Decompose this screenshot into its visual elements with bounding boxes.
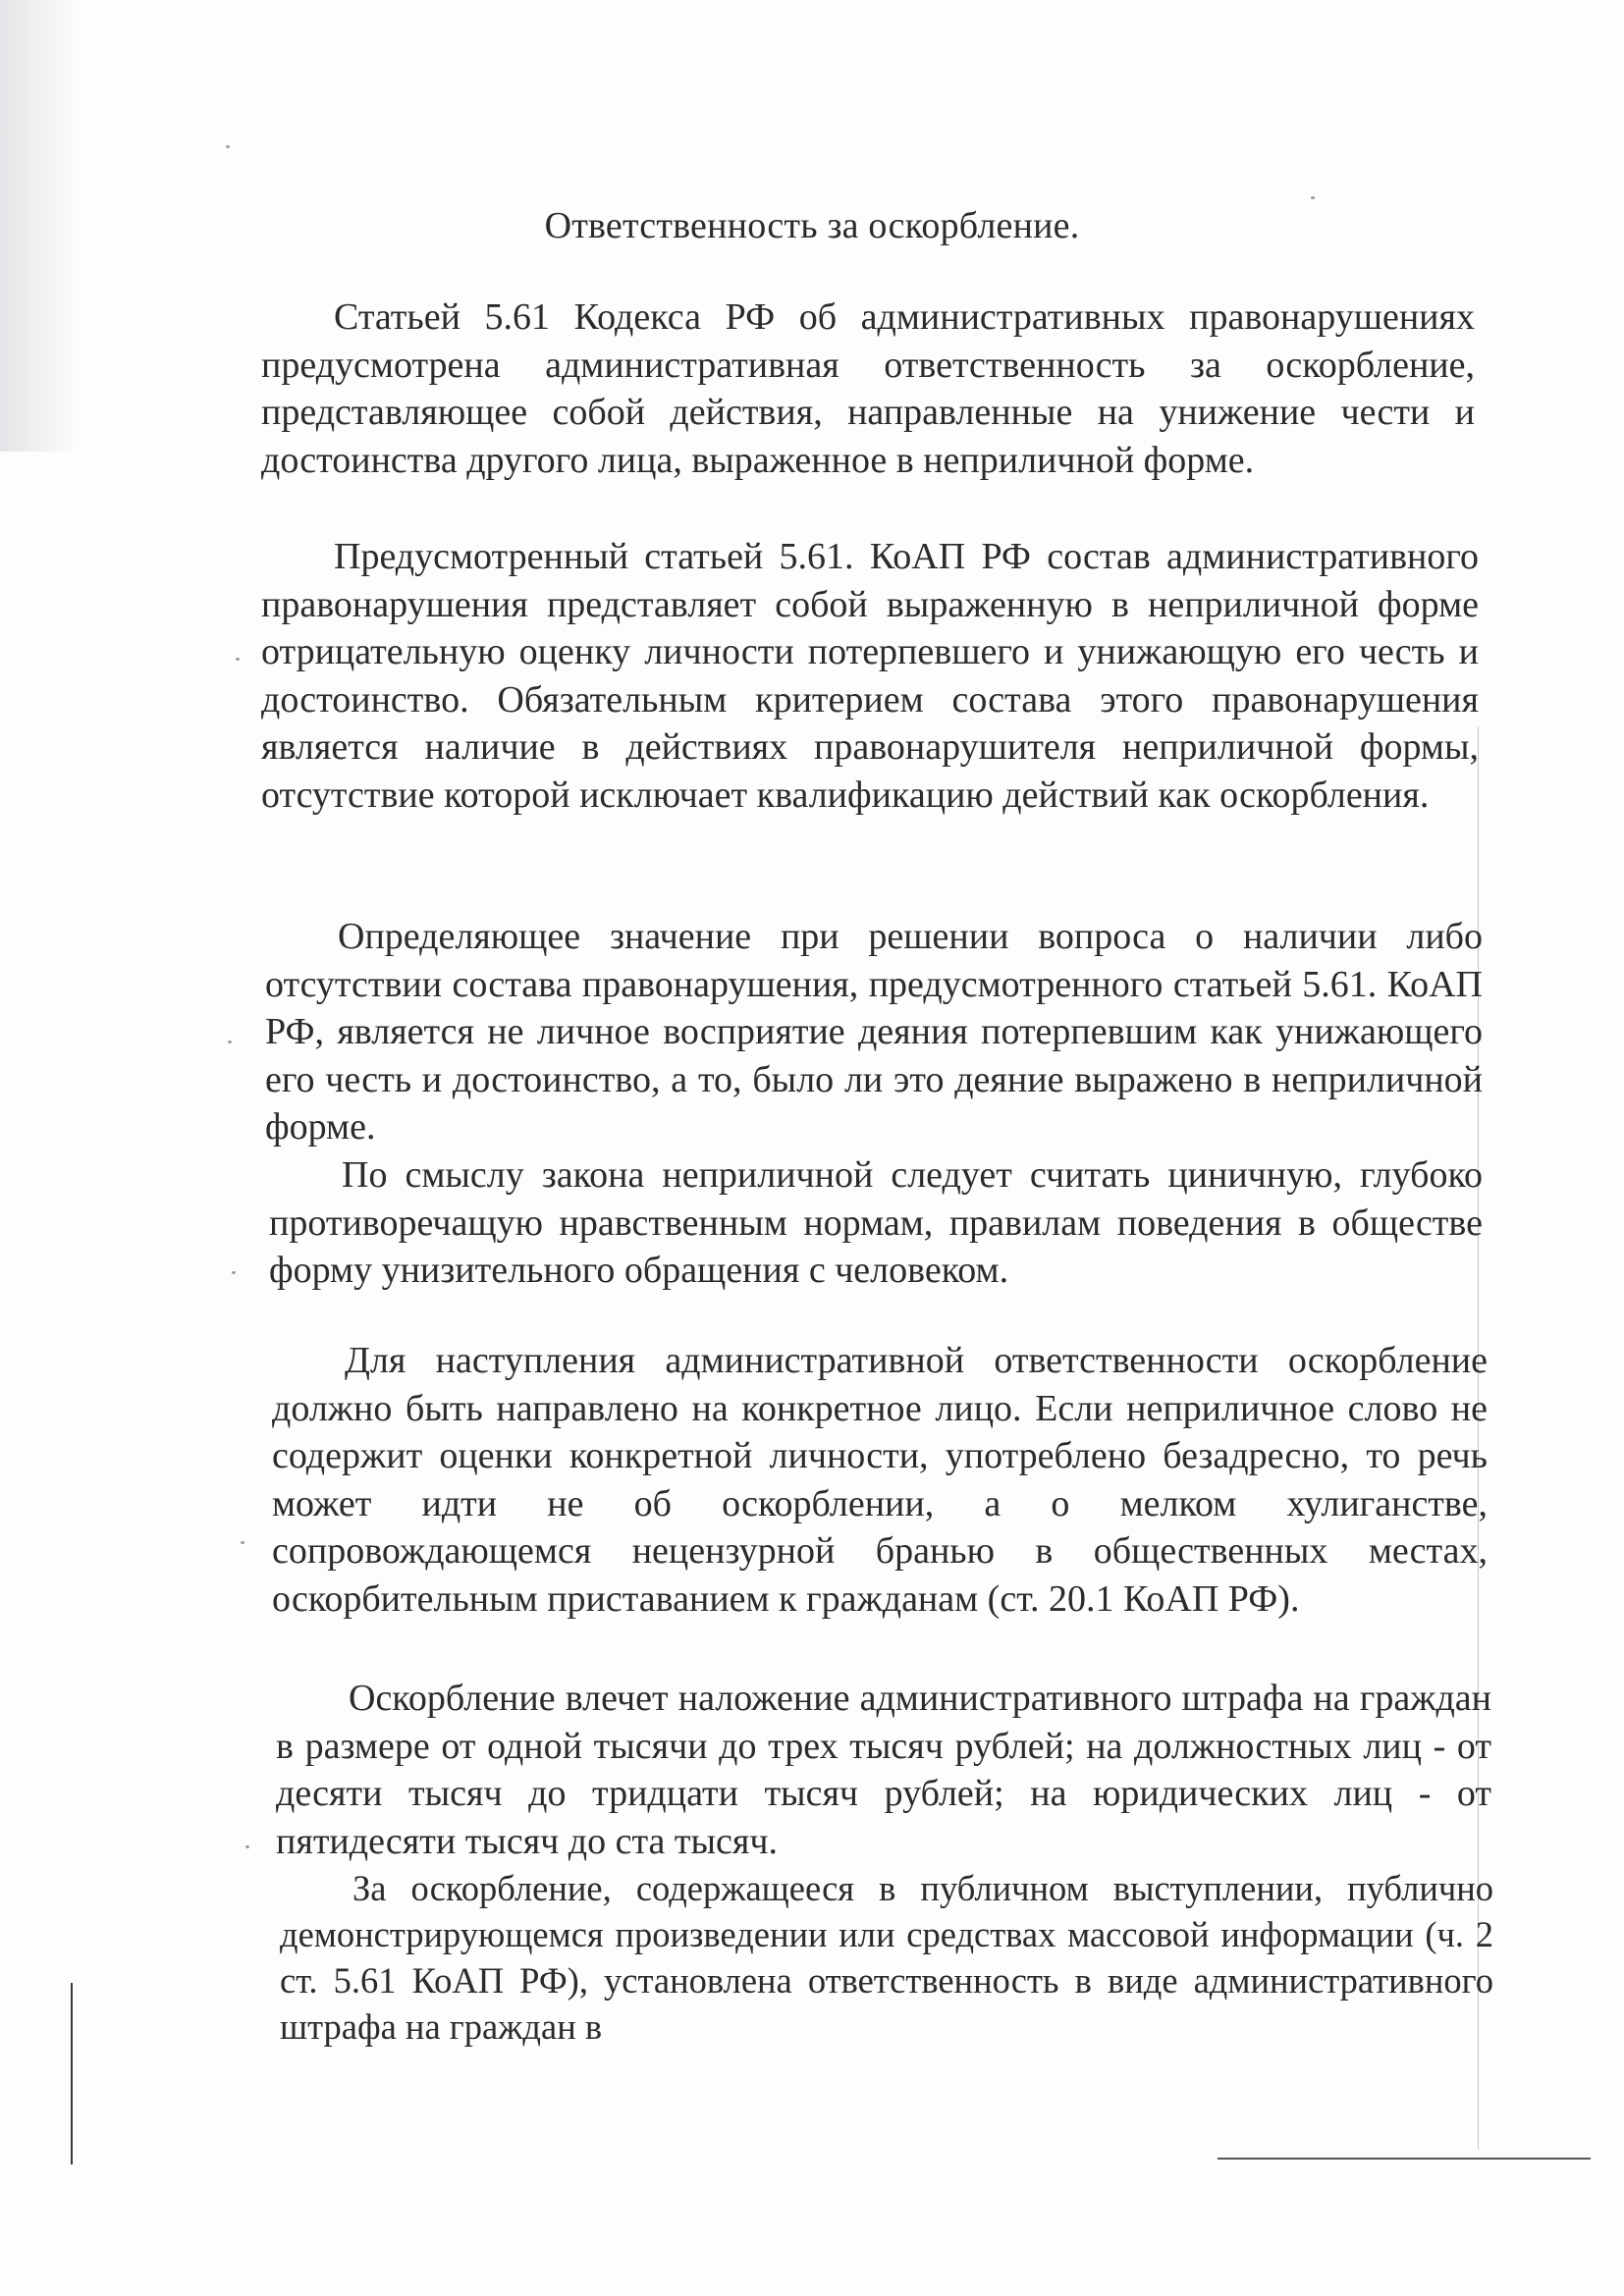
scan-speck xyxy=(236,658,240,661)
scan-speck xyxy=(1311,196,1315,199)
scan-speck xyxy=(226,145,230,148)
paragraph-5: Для наступления административной ответственности оскорбление должно быть направлено на конкретное лицо. Если неприличное слово не содержит оценки конкретной личности, употреблено безадресно, то речь может идти не об оскорблении, а о мелком хулиганстве, сопровождающемся нецензурной бранью в общественных местах, оскорбительным приставанием к гражданам (ст. 20.1 КоАП РФ). xyxy=(272,1340,1488,1620)
paragraph-4: По смыслу закона неприличной следует считать циничную, глубоко противоречащую нравственным нормам, правилам поведения в обществе форму унизительного обращения с человеком. xyxy=(269,1154,1483,1291)
paragraph-7: За оскорбление, содержащееся в публичном выступлении, публично демонстрирующемся произведении или средствах массовой информации (ч. 2 ст. 5.61 КоАП РФ), установлена ответственность в виде административного штрафа на граждан в xyxy=(280,1868,1493,2047)
paragraph-2: Предусмотренный статьей 5.61. КоАП РФ состав административного правонарушения представляет собой выраженную в неприличной форме отрицательную оценку личности потерпевшего и унижающую его честь и достоинство. Обязательным критерием состава этого правонарушения является наличие в действиях правонарушителя неприличной формы, отсутствие которой исключает квалификацию действий как оскорбления. xyxy=(261,536,1479,816)
scan-speck xyxy=(228,1041,232,1043)
scan-speck xyxy=(232,1271,236,1274)
scan-speck xyxy=(245,1845,249,1848)
scan-edge-line xyxy=(71,1983,73,2164)
paragraph-3: Определяющее значение при решении вопроса о наличии либо отсутствии состава правонарушения, предусмотренного статьей 5.61. КоАП РФ, является не личное восприятие деяния потерпевшим как унижающего его честь и достоинство, а то, было ли это деяние выражено в неприличной форме. xyxy=(265,916,1483,1148)
scan-edge-line xyxy=(1218,2158,1591,2160)
paragraph-6: Оскорбление влечет наложение административного штрафа на граждан в размере от одной тысячи до трех тысяч рублей; на должностных лиц - от десяти тысяч до тридцати тысяч рублей; на юридических лиц - от пятидесяти тысяч до ста тысяч. xyxy=(276,1678,1491,1862)
document-title: Ответственность за оскорбление. xyxy=(544,205,1080,246)
scan-speck xyxy=(241,1541,244,1544)
paragraph-1: Статьей 5.61 Кодекса РФ об административных правонарушениях предусмотрена административная ответственность за оскорбление, представляющее собой действия, направленные на унижение чести и достоинства другого лица, выраженное в неприличной форме. xyxy=(261,296,1475,481)
